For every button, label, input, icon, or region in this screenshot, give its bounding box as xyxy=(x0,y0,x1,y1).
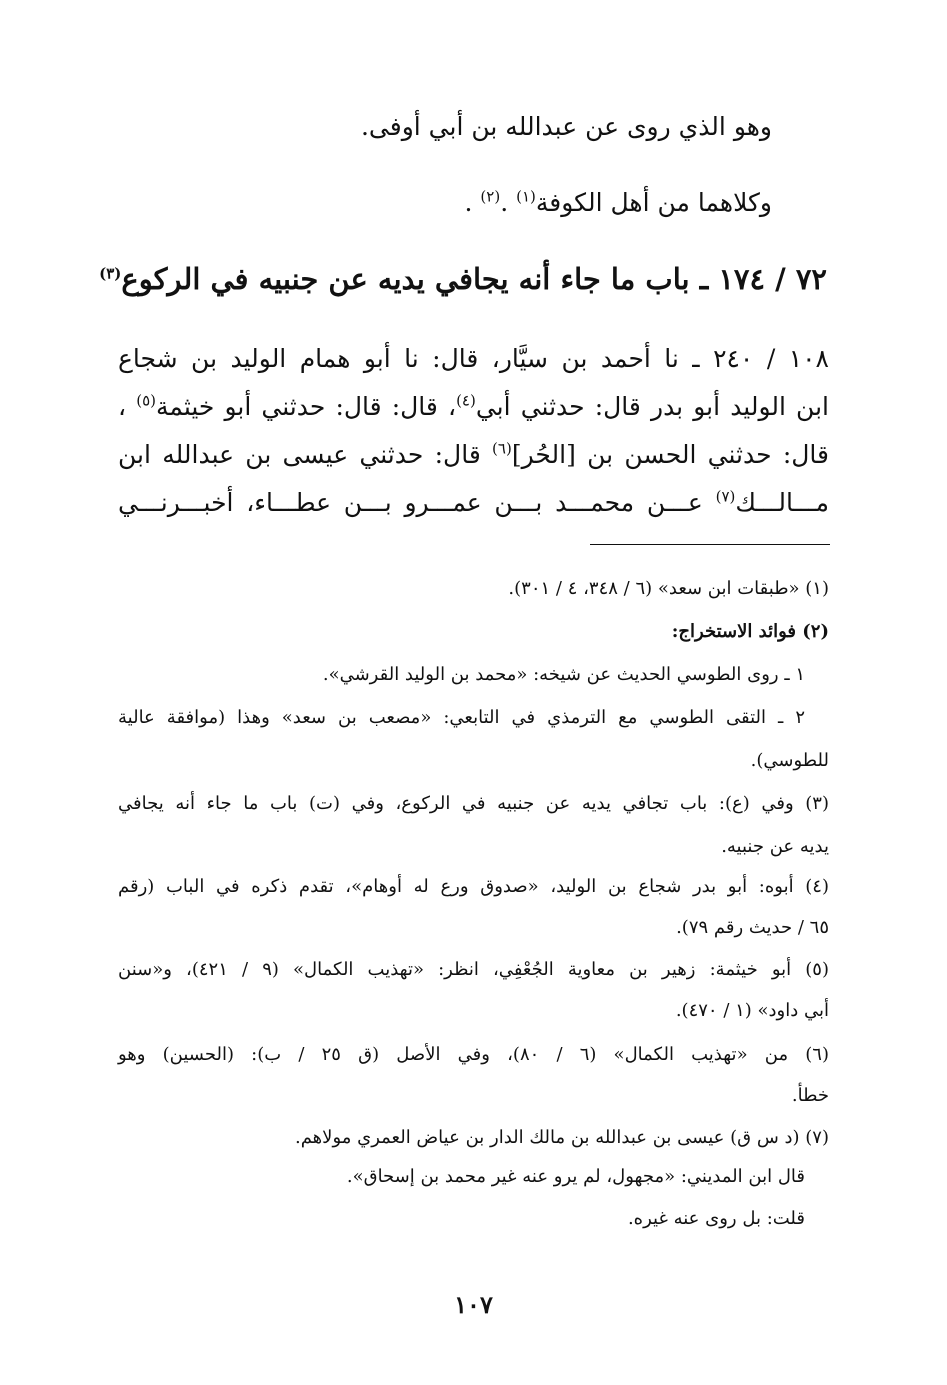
footnote-5-cont xyxy=(676,1000,829,1021)
page-number-text: ١٠٧ xyxy=(454,1290,493,1319)
footnote-6 xyxy=(118,1044,829,1065)
footnote-2-label-text: (٢) فوائد الاستخراج: xyxy=(671,621,829,642)
footnote-ref-1: (١) xyxy=(516,187,536,206)
hadith-line-1 xyxy=(118,344,829,373)
intro-line-1-text: وهو الذي روى عن عبدالله بن أبي أوفى. xyxy=(360,112,772,141)
footnote-4-text: (٤) أبوه: أبو بدر شجاع بن الوليد، «صدوق ورع له أوهام»، تقدم ذكره في الباب (رقم xyxy=(118,876,829,897)
footnote-3-cont xyxy=(721,836,829,857)
footnote-3 xyxy=(118,793,829,814)
intro-line-2-text: وكلاهما من أهل الكوفة xyxy=(535,188,772,217)
chapter-heading-text: ٧٢ / ١٧٤ ـ باب ما جاء أنه يجافي يديه عن جنبيه في الركوع xyxy=(121,262,827,296)
intro-line-2-end: . xyxy=(464,188,481,217)
footnote-7-line-2 xyxy=(347,1166,805,1187)
footnote-7-line-3-text: قلت: بل روى عنه غيره. xyxy=(627,1208,805,1229)
footnote-ref-3: (٣) xyxy=(99,264,122,283)
footnote-ref-4: (٤) xyxy=(456,391,476,410)
footnote-6-cont-text: خطأ. xyxy=(791,1085,829,1106)
footnote-6-text: (٦) من «تهذيب الكمال» (٦ / ٨٠)، وفي الأصل (ق ٢٥ / ب): (الحسين) وهو xyxy=(118,1044,829,1065)
footnote-divider xyxy=(590,544,830,545)
footnote-4-cont-text: ٦٥ / حديث رقم ٧٩). xyxy=(676,917,829,938)
footnote-2-label xyxy=(672,621,829,642)
hadith-line-4-part-a: مـــالـــك xyxy=(735,488,829,517)
footnote-ref-6: (٦) xyxy=(492,439,512,458)
footnote-ref-2: (٢) xyxy=(480,187,501,206)
hadith-line-2-part-a: ابن الوليد أبو بدر قال: حدثني أبي xyxy=(475,392,829,421)
footnote-3-cont-text: يديه عن جنبيه. xyxy=(721,836,829,857)
footnote-3-text: (٣) وفي (ع): باب تجافي يديه عن جنبيه في الركوع، وفي (ت) باب ما جاء أنه يجافي xyxy=(118,793,829,814)
footnote-4 xyxy=(118,876,829,897)
footnote-1-text: (١) «طبقات ابن سعد» (٦ / ٣٤٨، ٤ / ٣٠١). xyxy=(508,578,829,599)
intro-line-1 xyxy=(361,112,772,141)
hadith-line-3-part-b: قال: حدثني عيسى بن عبدالله ابن xyxy=(118,440,493,469)
footnote-7 xyxy=(295,1127,829,1148)
footnote-5-text: (٥) أبو خيثمة: زهير بن معاوية الجُعْفِي، انظر: «تهذيب الكمال» (٩ / ٤٢١)، و«سنن xyxy=(118,959,829,980)
hadith-line-4 xyxy=(118,488,829,517)
hadith-line-2-part-b: ، قال: قال: حدثني أبو خيثمة xyxy=(155,392,457,421)
footnote-7-text: (٧) (د س ق) عيسى بن عبدالله بن مالك الدار بن عياض العمري مولاهم. xyxy=(294,1127,829,1148)
footnote-ref-7: (٧) xyxy=(715,487,736,506)
footnote-2-item-1 xyxy=(323,664,805,685)
footnote-2-item-2-cont xyxy=(751,750,829,771)
hadith-line-4-part-b: عـــن محمـــد بـــن عمـــرو بـــن عطـــاء، أخبـــرنـــي xyxy=(118,488,716,517)
footnote-2-item-2 xyxy=(118,707,805,728)
footnote-5 xyxy=(118,959,829,980)
footnote-4-cont xyxy=(676,917,829,938)
footnote-6-cont xyxy=(792,1085,829,1106)
footnote-7-line-3 xyxy=(628,1208,805,1229)
hadith-line-3 xyxy=(118,440,829,469)
footnote-2-item-2-text: ٢ ـ التقى الطوسي مع الترمذي في التابعي: «مصعب بن سعد» وهذا (موافقة عالية xyxy=(118,707,805,728)
page-number xyxy=(0,1290,947,1319)
hadith-line-2-part-c: ، xyxy=(118,392,127,421)
hadith-line-1-text: ١٠٨ / ٢٤٠ ـ نا أحمد بن سيَّار، قال: نا أبو همام الوليد بن شجاع xyxy=(118,344,829,373)
hadith-line-3-part-a: قال: حدثني الحسن بن [الحُر] xyxy=(511,440,829,469)
chapter-heading xyxy=(99,262,827,296)
footnote-7-line-2-text: قال ابن المديني: «مجهول، لم يرو عنه غير محمد بن إسحاق». xyxy=(346,1166,805,1187)
footnote-2-item-2-cont-text: للطوسي). xyxy=(750,750,829,771)
footnote-1 xyxy=(508,578,829,599)
footnote-5-cont-text: أبي داود» (١ / ٤٧٠). xyxy=(675,1000,829,1021)
footnote-2-item-1-text: ١ ـ روى الطوسي الحديث عن شيخه: «محمد بن الوليد القرشي». xyxy=(322,664,805,685)
intro-line-2-dot: . xyxy=(500,188,517,217)
hadith-line-2 xyxy=(118,392,829,421)
footnote-ref-5: (٥) xyxy=(136,391,156,410)
intro-line-2 xyxy=(465,188,772,217)
